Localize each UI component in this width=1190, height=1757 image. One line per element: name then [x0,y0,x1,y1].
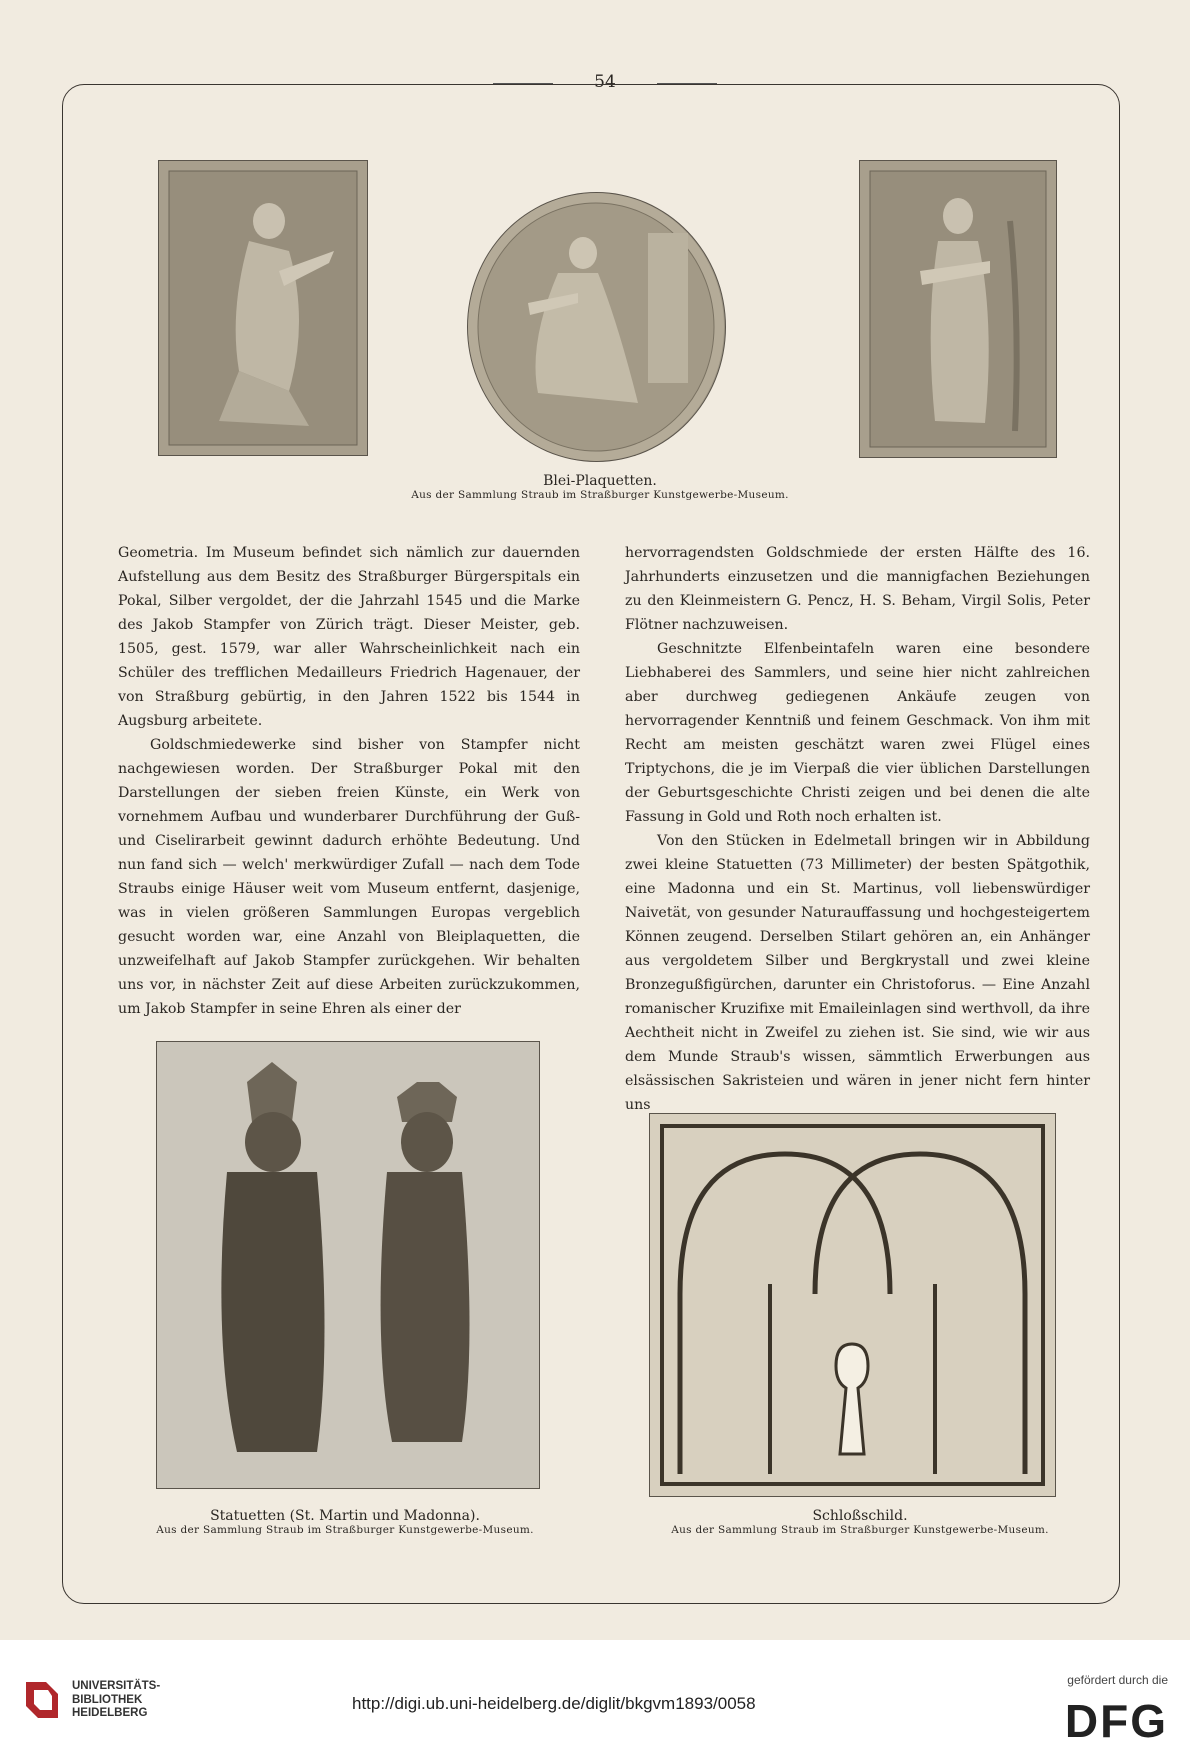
library-line: BIBLIOTHEK [72,1693,143,1706]
plaques-source: Aus der Sammlung Straub im Straßburger Kunstgewerbe-Museum. [411,489,789,501]
right-text-column [625,541,1090,1117]
library-line: UNIVERSITÄTS- [72,1680,161,1692]
left-paragraph: Geometria. Im Museum befindet sich nämlich zur dauernden Aufstellung aus dem Besitz des Straßburger Bürgerspitals ein Pokal, Silber vergoldet, der die Jahrzahl 1545 und die Marke des Jakob Stampfer von Zürich trägt. Dieser Meister, geb. 1505, gest. 1579, war aller Wahrscheinlichkeit nach ein Schüler des trefflichen Medailleurs Friedrich Hagenauer, der von Straßburg gebürtig, in den Jahren 1522 bis 1544 in Augsburg arbeitete. [118,545,580,729]
statuettes-caption: Statuetten (St. Martin und Madonna). [210,1508,480,1524]
university-library-logo-icon [22,1678,62,1722]
plaque-left-image [158,160,368,456]
funding-note: gefördert durch die [1067,1673,1168,1687]
right-paragraph: Von den Stücken in Edelmetall bringen wir in Abbildung zwei kleine Statuetten (73 Millimeter) der besten Spätgothik, eine Madonna und ein St. Martinus, voll liebenswürdiger Naivetät, von gesunder Naturauffassung und hochgesteigertem Können zeugend. Derselben Stilart gehören an, ein Anhänger aus vergoldetem Silber und Bergkrystall und zwei kleine Bronzegußfigürchen, darunter ein Christoforus. — Eine Anzahl romanischer Kruzifixe mit Emaileinlagen sind werthvoll, da ihre Aechtheit nicht in Zweifel zu ziehen ist. Sie sind, wie wir aus dem Munde Straub's wissen, sämmtlich Erwerbungen aus elsässischen Sakristeien und wären in jener nicht fern hinter uns [625,833,1090,1113]
lock-plate-source: Aus der Sammlung Straub im Straßburger Kunstgewerbe-Museum. [671,1524,1049,1536]
left-text-column [118,541,580,1021]
plaque-center-medallion [467,192,726,462]
page-number: 54 [555,72,655,92]
statuettes-source: Aus der Sammlung Straub im Straßburger Kunstgewerbe-Museum. [156,1524,534,1536]
statuettes-photo [156,1041,540,1489]
plaques-caption: Blei-Plaquetten. [543,473,657,489]
right-paragraph: Geschnitzte Elfenbeintafeln waren eine besondere Liebhaberei des Sammlers, und seine hier nicht zahlreichen aber durchweg gediegenen Ankäufe zeugen von hervorragender Kenntniß und feinem Geschmack. Von ihm mit Recht am meisten geschätzt waren zwei Flügel eines Triptychons, die je im Vierpaß die vier üblichen Darstellungen der Geburtsgeschichte Christi zeigen und bei denen die alte Fassung in Gold und Roth noch erhalten ist. [625,641,1090,825]
plaque-right-image [859,160,1057,458]
plaques-caption-block [300,473,900,501]
lock-plate-caption-block [625,1508,1095,1536]
permalink-url[interactable]: http://digi.ub.uni-heidelberg.de/diglit/bkgvm1893/0058 [352,1694,756,1713]
viewer-footer [0,1640,1190,1757]
statuettes-caption-block [110,1508,580,1536]
lock-plate-caption: Schloßschild. [812,1508,908,1524]
left-paragraph: Goldschmiedewerke sind bisher von Stampfer nicht nachgewiesen worden. Der Straßburger Pokal mit den Darstellungen der sieben freien Künste, ein Werk von vornehmem Aufbau und wunderbarer Durchführung der Guß- und Ciselirarbeit gewinnt dadurch erhöhte Bedeutung. Und nun fand sich — welch' merkwürdiger Zufall — nach dem Tode Straubs einige Häuser weit vom Museum entfernt, dasjenige, was in vielen größeren Sammlungen Europas vergeblich gesucht worden war, eine Anzahl von Bleiplaquetten, die unzweifelhaft auf Jakob Stampfer zurückgehen. Wir behalten uns vor, in nächster Zeit auf diese Arbeiten zurückzukommen, um Jakob Stampfer in seine Ehren als einer der [118,737,580,1017]
library-line: HEIDELBERG [72,1707,148,1719]
right-paragraph: hervorragendsten Goldschmiede der ersten Hälfte des 16. Jahrhunderts einzusetzen und die mannigfachen Beziehungen zu den Kleinmeistern G. Pencz, H. S. Beham, Virgil Solis, Peter Flötner nachzuweisen. [625,545,1090,633]
dfg-logo: DFG [1064,1695,1168,1747]
university-library-name [72,1680,160,1721]
lock-plate-drawing [649,1113,1056,1497]
